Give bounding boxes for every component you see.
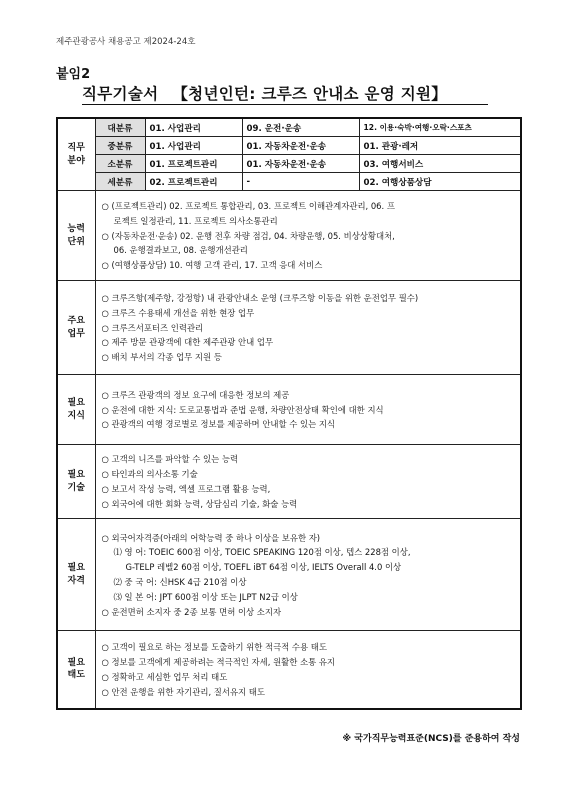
ability-item-continued: 로젝트 일정관리, 11. 프로젝트 의사소통관리 — [113, 215, 278, 226]
title-right: 【청년인턴: 크루즈 안내소 운영 지원】 — [172, 85, 448, 103]
classification-row — [57, 155, 521, 173]
qualification-english: ⑴ 영 어: TOEIC 600점 이상, TOEIC SPEAKING 120점 이상, 텝스 228점 이상, — [113, 547, 411, 558]
duty-item: ○ 크루즈 수용태세 개선을 위한 현장 업무 — [101, 307, 255, 318]
classification-label: 세분류 — [95, 173, 145, 191]
skill-item: ○ 타인과의 의사소통 기술 — [101, 469, 198, 480]
ability-item: ○ (자동차운전·운송) 02. 운행 전후 차량 점검, 04. 차량운행, 05. 비상상황대처, — [101, 230, 395, 241]
attitude-item: ○ 고객이 필요로 하는 정보를 도출하기 위한 적극적 수용 태도 — [101, 642, 327, 653]
qualifications-section — [57, 519, 521, 631]
title-underline — [82, 104, 488, 105]
classification-label: 대분류 — [95, 118, 145, 137]
document-id: 제주관광공사 채용공고 제2024-24호 — [56, 37, 196, 47]
attitude-item: ○ 정확하고 세심한 업무 처리 태도 — [101, 671, 228, 682]
classification-row — [57, 118, 521, 137]
qualification-japanese: ⑶ 일 본 어: JPT 600점 이상 또는 JLPT N2급 이상 — [113, 591, 298, 602]
qualification-item: ○ 외국어자격증(아래의 어학능력 중 하나 이상을 보유한 자) — [101, 532, 321, 543]
attitude-item: ○ 정보를 고객에게 제공하려는 적극적인 자세, 원활한 소통 유지 — [101, 656, 336, 667]
ability-content — [95, 191, 521, 281]
section-label-field: 직무 분야 — [57, 118, 95, 191]
knowledge-item: ○ 크루즈 관광객의 정보 요구에 대응한 정보의 제공 — [101, 389, 290, 400]
skill-item: ○ 고객의 니즈를 파악할 수 있는 능력 — [101, 454, 239, 465]
section-label-skills: 필요 기술 — [57, 445, 95, 519]
knowledge-item: ○ 운전에 대한 지식: 도로교통법과 준법 운행, 차량안전상태 확인에 대한 지식 — [101, 404, 384, 415]
classification-row — [57, 137, 521, 155]
attachment-label: 붙임2 — [56, 67, 91, 82]
skills-section — [57, 445, 521, 519]
classification-cell: 01. 사업관리 — [145, 118, 242, 137]
duty-item: ○ 크루즈항(제주항, 강정항) 내 관광안내소 운영 (크루즈항 이동을 위한 운전업무 필수) — [101, 293, 419, 303]
classification-label: 소분류 — [95, 155, 145, 173]
qualification-english-continued: G-TELP 레벨2 60점 이상, TOEFL iBT 64점 이상, IELTS Overall 4.0 이상 — [125, 562, 402, 573]
classification-cell: 02. 프로젝트관리 — [145, 173, 242, 191]
classification-row — [57, 173, 521, 191]
attitude-item: ○ 안전 운행을 위한 자기관리, 질서유지 태도 — [101, 686, 265, 697]
ncs-footnote: ※ 국가직무능력표준(NCS)를 준용하여 작성 — [342, 734, 520, 744]
section-label-duties: 주요 업무 — [57, 281, 95, 375]
qualification-license: ○ 운전면허 소지자 중 2종 보통 면허 이상 소지자 — [101, 606, 282, 617]
job-description-table — [56, 117, 522, 710]
skills-content — [95, 445, 521, 519]
ability-section — [57, 191, 521, 281]
attitude-section — [57, 631, 521, 709]
ability-item: ○ (여행상품상담) 10. 여행 고객 관리, 17. 고객 응대 서비스 — [101, 260, 323, 271]
classification-cell: 12. 이용·숙박·여행·오락·스포츠 — [359, 118, 521, 137]
duty-item: ○ 크루즈서포터즈 인력관리 — [101, 322, 204, 333]
section-label-knowledge: 필요 지식 — [57, 375, 95, 445]
page-title — [82, 82, 482, 104]
ability-item: ○ (프로젝트관리) 02. 프로젝트 통합관리, 03. 프로젝트 이해관계자관리, 06. 프 — [101, 201, 395, 211]
duty-item: ○ 제주 방문 관광객에 대한 제주관광 안내 업무 — [101, 337, 274, 348]
knowledge-content — [95, 375, 521, 445]
classification-cell: 01. 프로젝트관리 — [145, 155, 242, 173]
ability-item-continued: 06. 운행결과보고, 08. 운행개선관리 — [113, 245, 248, 256]
classification-cell: 01. 자동차운전·운송 — [242, 137, 359, 155]
knowledge-item: ○ 관광객의 여행 경로별로 정보를 제공하며 안내할 수 있는 지식 — [101, 419, 336, 430]
skill-item: ○ 보고서 작성 능력, 엑셀 프로그램 활용 능력, — [101, 484, 271, 494]
classification-cell: 01. 사업관리 — [145, 137, 242, 155]
duties-content — [95, 281, 521, 375]
section-label-attitude: 필요 태도 — [57, 631, 95, 709]
title-left: 직무기술서 — [82, 85, 159, 103]
classification-cell: 01. 자동차운전·운송 — [242, 155, 359, 173]
classification-cell: 09. 운전·운송 — [242, 118, 359, 137]
qualification-chinese: ⑵ 중 국 어: 신HSK 4급 210점 이상 — [113, 577, 247, 587]
classification-cell: 02. 여행상품상담 — [359, 173, 521, 191]
section-label-qualifications: 필요 자격 — [57, 519, 95, 631]
classification-cell: 01. 관광·레저 — [359, 137, 521, 155]
knowledge-section — [57, 375, 521, 445]
duty-item: ○ 배치 부서의 각종 업무 지원 등 — [101, 352, 222, 363]
classification-label: 중분류 — [95, 137, 145, 155]
section-label-ability: 능력 단위 — [57, 191, 95, 281]
classification-cell: - — [242, 173, 359, 191]
attitude-content — [95, 631, 521, 709]
qualifications-content — [95, 519, 521, 631]
classification-cell: 03. 여행서비스 — [359, 155, 521, 173]
skill-item: ○ 외국어에 대한 회화 능력, 상담심리 기술, 화술 능력 — [101, 498, 298, 509]
duties-section — [57, 281, 521, 375]
